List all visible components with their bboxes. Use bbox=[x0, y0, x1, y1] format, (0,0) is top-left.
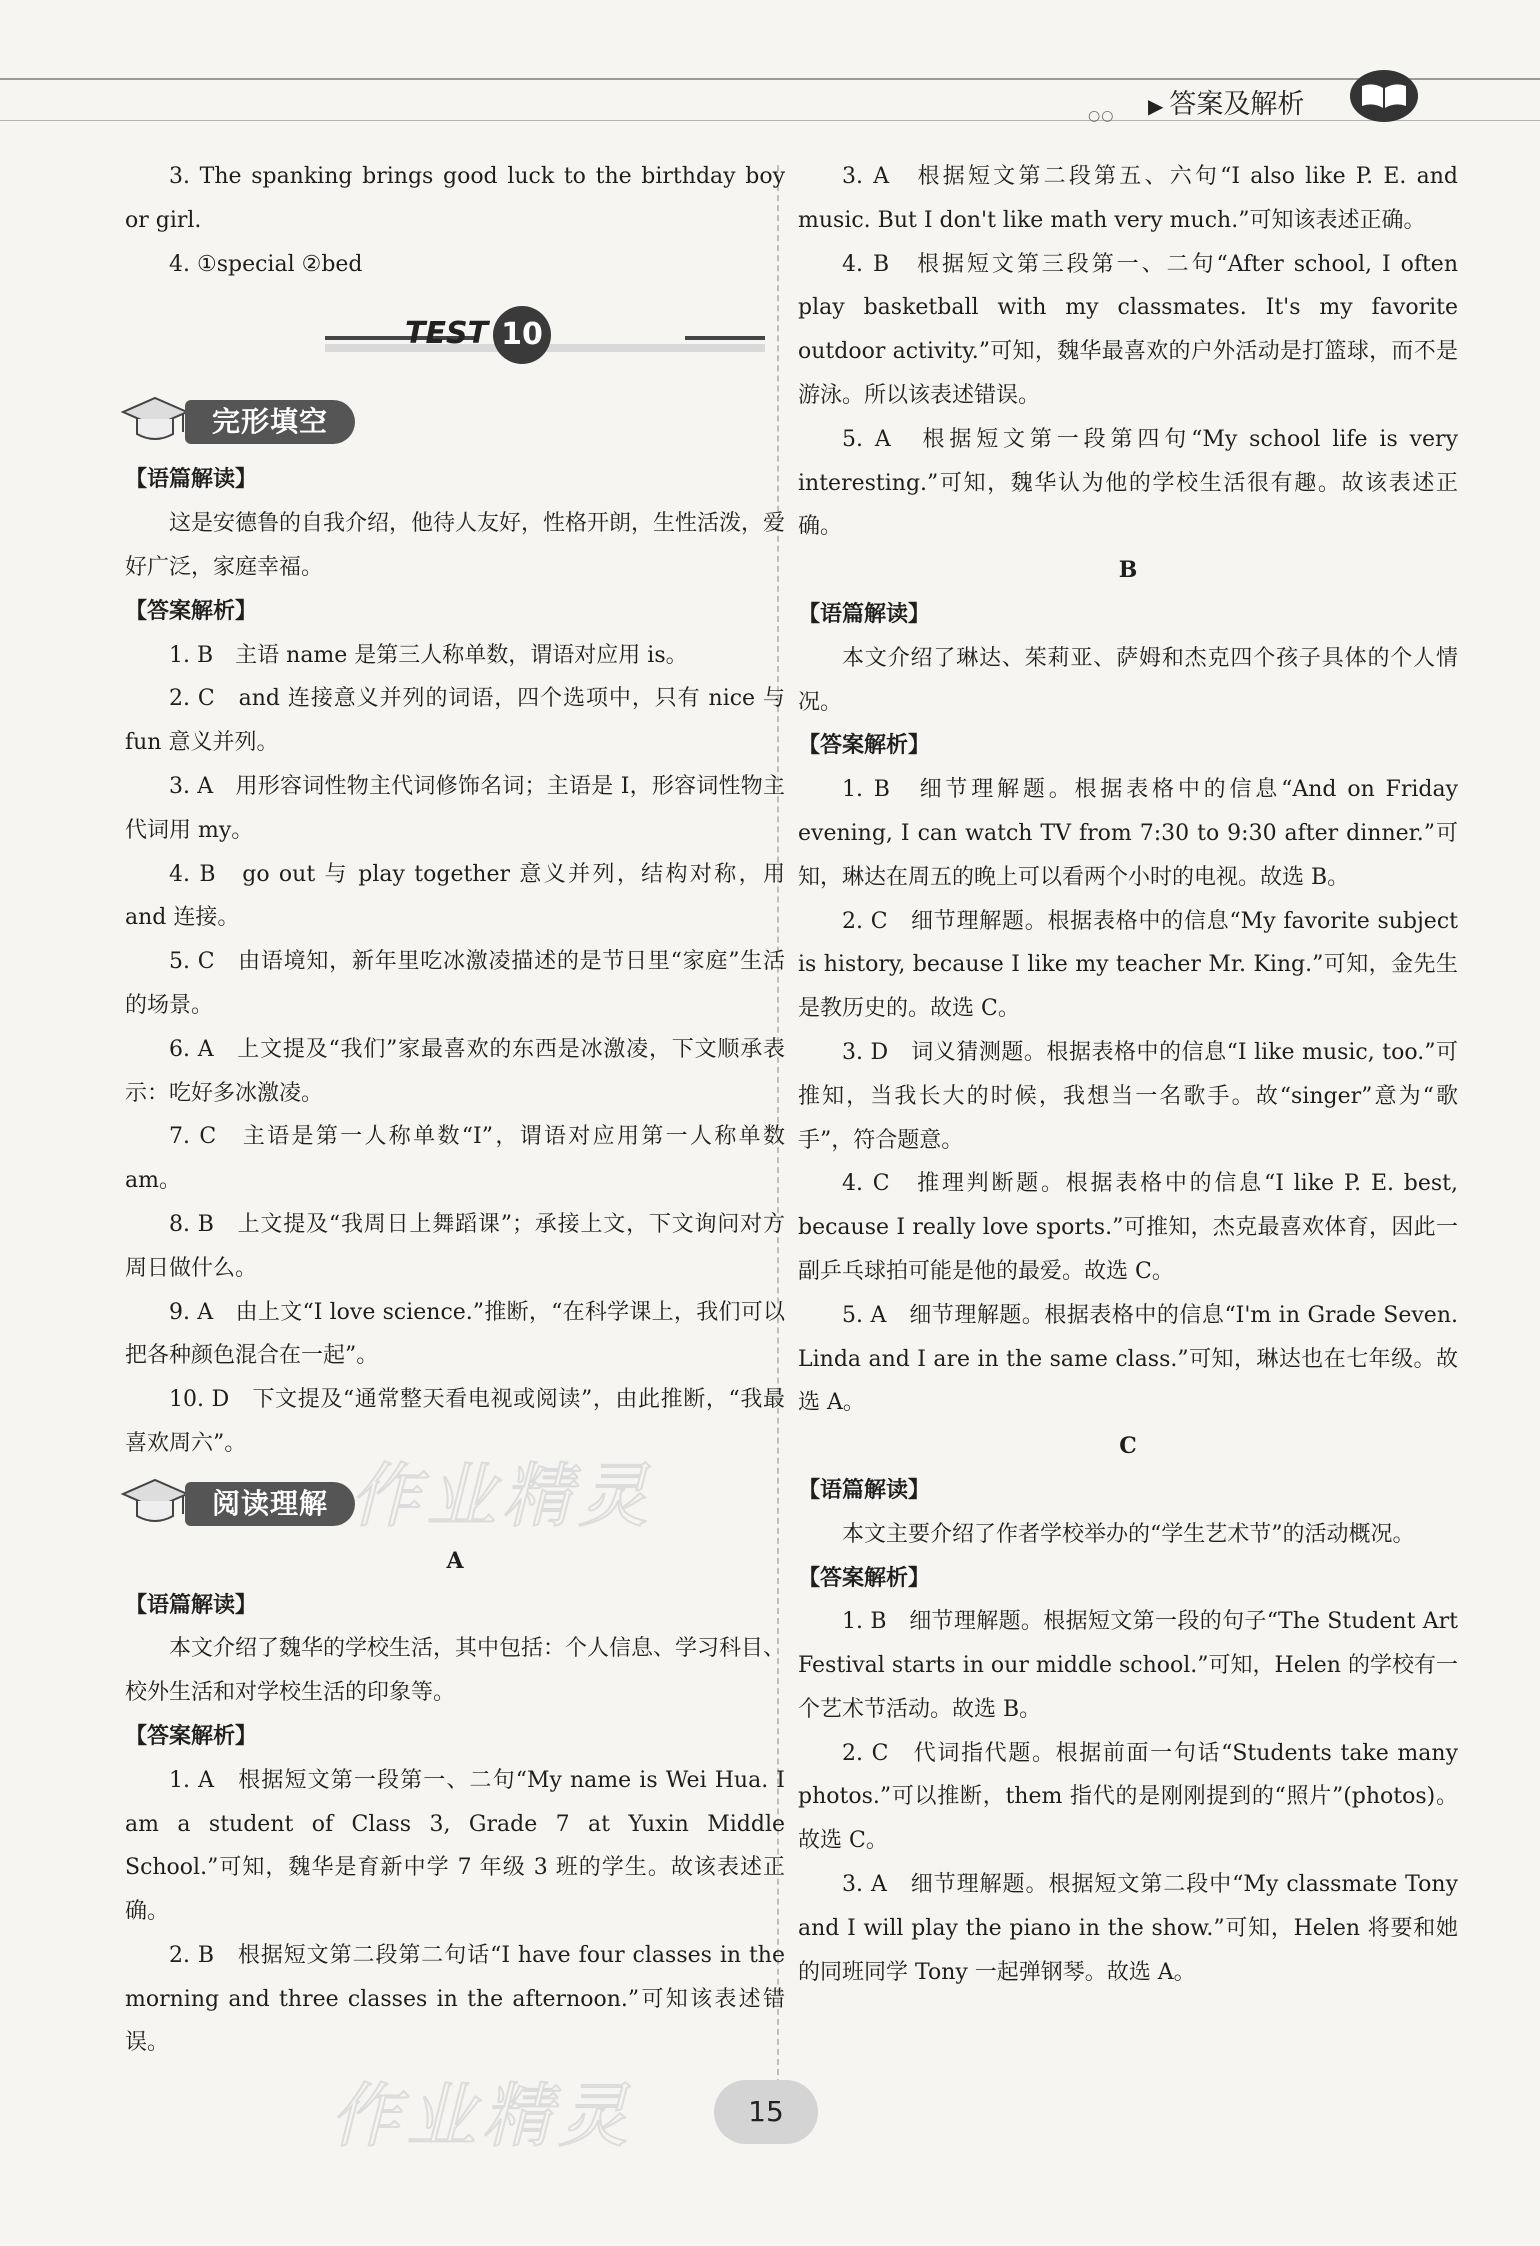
test-label: TEST bbox=[405, 316, 489, 352]
passage-tag: 【语篇解读】 bbox=[798, 601, 931, 627]
prev-answer-item: 3. The spanking brings good luck to the birthday boy or girl. bbox=[125, 164, 785, 233]
left-column bbox=[125, 155, 785, 2065]
watermark: 作业精灵 bbox=[330, 2075, 634, 2157]
triangle-icon: ▶ bbox=[1148, 94, 1164, 118]
answer-item: 10. D 下文提及“通常整天看电视或阅读”，由此推断，“我最喜欢周六”。 bbox=[125, 1387, 785, 1456]
answer-item: 5. A 细节理解题。根据表格中的信息“I'm in Grade Seven. Linda and I are in the same class.”可知，琳达也在七年级。故选 A。 bbox=[798, 1302, 1458, 1416]
answer-item: 5. C 由语境知，新年里吃冰激凌描述的是节日里“家庭”生活的场景。 bbox=[125, 949, 785, 1018]
answer-item: 1. B 细节理解题。根据短文第一段的句子“The Student Art Festival starts in our middle school.”可知，Helen 的学校有一个艺术节活动。故选 B。 bbox=[798, 1609, 1458, 1722]
answer-tag: 【答案解析】 bbox=[125, 1723, 258, 1749]
answer-item: 9. A 由上文“I love science.”推断，“在科学课上，我们可以把各种颜色混合在一起”。 bbox=[125, 1299, 785, 1369]
passage-tag: 【语篇解读】 bbox=[798, 1477, 931, 1503]
header-circles-decoration: ○○ bbox=[1088, 108, 1115, 124]
answer-item: 4. B 根据短文第三段第一、二句“After school, I often play basketball with my classmates. It's my favorite outdoor activity.”可知，魏华最喜欢的户外活动是打篮球，而不是游泳。所以该表述错误。 bbox=[798, 251, 1458, 408]
part-label: A bbox=[446, 1547, 464, 1574]
answer-item: 2. C 代词指代题。根据前面一句话“Students take many photos.”可以推断，them 指代的是刚刚提到的“照片”(photos)。故选 C。 bbox=[798, 1740, 1458, 1854]
answer-item: 4. B go out 与 play together 意义并列，结构对称，用 and 连接。 bbox=[125, 861, 785, 931]
answer-tag: 【答案解析】 bbox=[125, 598, 258, 624]
section-title: 阅读理解 bbox=[185, 1482, 355, 1526]
watermark: 作业精灵 bbox=[350, 1455, 654, 1537]
test-banner bbox=[125, 294, 785, 380]
answer-item: 2. C 细节理解题。根据表格中的信息“My favorite subject is history, because I like my teacher Mr. King.”可知，金先生是教历史的。故选 C。 bbox=[798, 908, 1458, 1022]
test-number-badge: 10 bbox=[493, 306, 551, 364]
passage-summary: 本文主要介绍了作者学校举办的“学生艺术节”的活动概况。 bbox=[842, 1521, 1415, 1547]
graduation-cap-icon bbox=[119, 392, 191, 448]
header-rule-top bbox=[0, 78, 1540, 80]
graduation-cap-icon bbox=[119, 1474, 191, 1530]
answer-item: 1. A 根据短文第一段第一、二句“My name is Wei Hua. I am a student of Class 3, Grade 7 at Yuxin Middle School.”可知，魏华是育新中学 7 年级 3 班的学生。故该表述正确。 bbox=[125, 1767, 785, 1925]
passage-summary: 本文介绍了琳达、茱莉亚、萨姆和杰克四个孩子具体的个人情况。 bbox=[798, 645, 1458, 715]
page-number: 15 bbox=[714, 2080, 818, 2144]
header-title: ▶ 答案及解析 bbox=[1148, 89, 1305, 120]
answer-item: 2. C and 连接意义并列的词语，四个选项中，只有 nice 与 fun 意义并列。 bbox=[125, 686, 785, 756]
header-rule-bottom bbox=[0, 120, 1540, 121]
answer-tag: 【答案解析】 bbox=[798, 733, 931, 759]
answer-item: 5. A 根据短文第一段第四句“My school life is very interesting.”可知，魏华认为他的学校生活很有趣。故该表述正确。 bbox=[798, 426, 1458, 540]
answer-item: 3. A 用形容词性物主代词修饰名词；主语是 I，形容词性物主代词用 my。 bbox=[125, 773, 785, 843]
passage-tag: 【语篇解读】 bbox=[125, 467, 258, 493]
passage-tag: 【语篇解读】 bbox=[125, 1592, 258, 1618]
answer-item: 3. A 细节理解题。根据短文第二段中“My classmate Tony and I will play the piano in the show.”可知，Helen 将要和她的同班同学 Tony 一起弹钢琴。故选 A。 bbox=[798, 1872, 1458, 1985]
answer-item: 8. B 上文提及“我周日上舞蹈课”；承接上文，下文询问对方周日做什么。 bbox=[125, 1211, 785, 1281]
cloze-section-badge bbox=[119, 390, 785, 454]
answer-item: 3. D 词义猜测题。根据表格中的信息“I like music, too.”可推知，当我长大的时候，我想当一名歌手。故“singer”意为“歌手”，符合题意。 bbox=[798, 1039, 1458, 1153]
passage-summary: 这是安德鲁的自我介绍，他待人友好，性格开朗，生性活泼，爱好广泛，家庭幸福。 bbox=[125, 511, 786, 580]
answer-item: 1. B 细节理解题。根据表格中的信息“And on Friday evening, I can watch TV from 7:30 to 9:30 after dinner.”可知，琳达在周五的晚上可以看两个小时的电视。故选 B。 bbox=[798, 777, 1458, 890]
section-title: 完形填空 bbox=[185, 400, 355, 444]
part-label: C bbox=[1119, 1433, 1137, 1460]
passage-summary: 本文介绍了魏华的学校生活，其中包括：个人信息、学习科目、校外生活和对学校生活的印象等。 bbox=[125, 1636, 786, 1706]
prev-answer-item: 4. ①special ②bed bbox=[169, 251, 363, 277]
answer-item: 2. B 根据短文第二段第二句话“I have four classes in the morning and three classes in the afternoon.”可知该表述错误。 bbox=[125, 1942, 785, 2056]
part-label: B bbox=[1118, 557, 1138, 584]
answer-item: 7. C 主语是第一人称单数“I”，谓语对应用第一人称单数 am。 bbox=[125, 1124, 785, 1194]
answer-item: 6. A 上文提及“我们”家最喜欢的东西是冰激凌，下文顺承表示：吃好多冰激凌。 bbox=[125, 1036, 785, 1106]
answer-item: 4. C 推理判断题。根据表格中的信息“I like P. E. best, because I really love sports.”可推知，杰克最喜欢体育，因此一副乒乓球拍可能是他的最爱。故选 C。 bbox=[798, 1171, 1458, 1284]
answer-item: 1. B 主语 name 是第三人称单数，谓语对应用 is。 bbox=[169, 642, 688, 668]
answer-item: 3. A 根据短文第二段第五、六句“I also like P. E. and music. But I don't like math very much.”可知该表述正确。 bbox=[798, 164, 1458, 233]
answer-tag: 【答案解析】 bbox=[798, 1565, 931, 1591]
open-book-icon bbox=[1348, 68, 1420, 124]
right-column bbox=[798, 155, 1458, 1994]
